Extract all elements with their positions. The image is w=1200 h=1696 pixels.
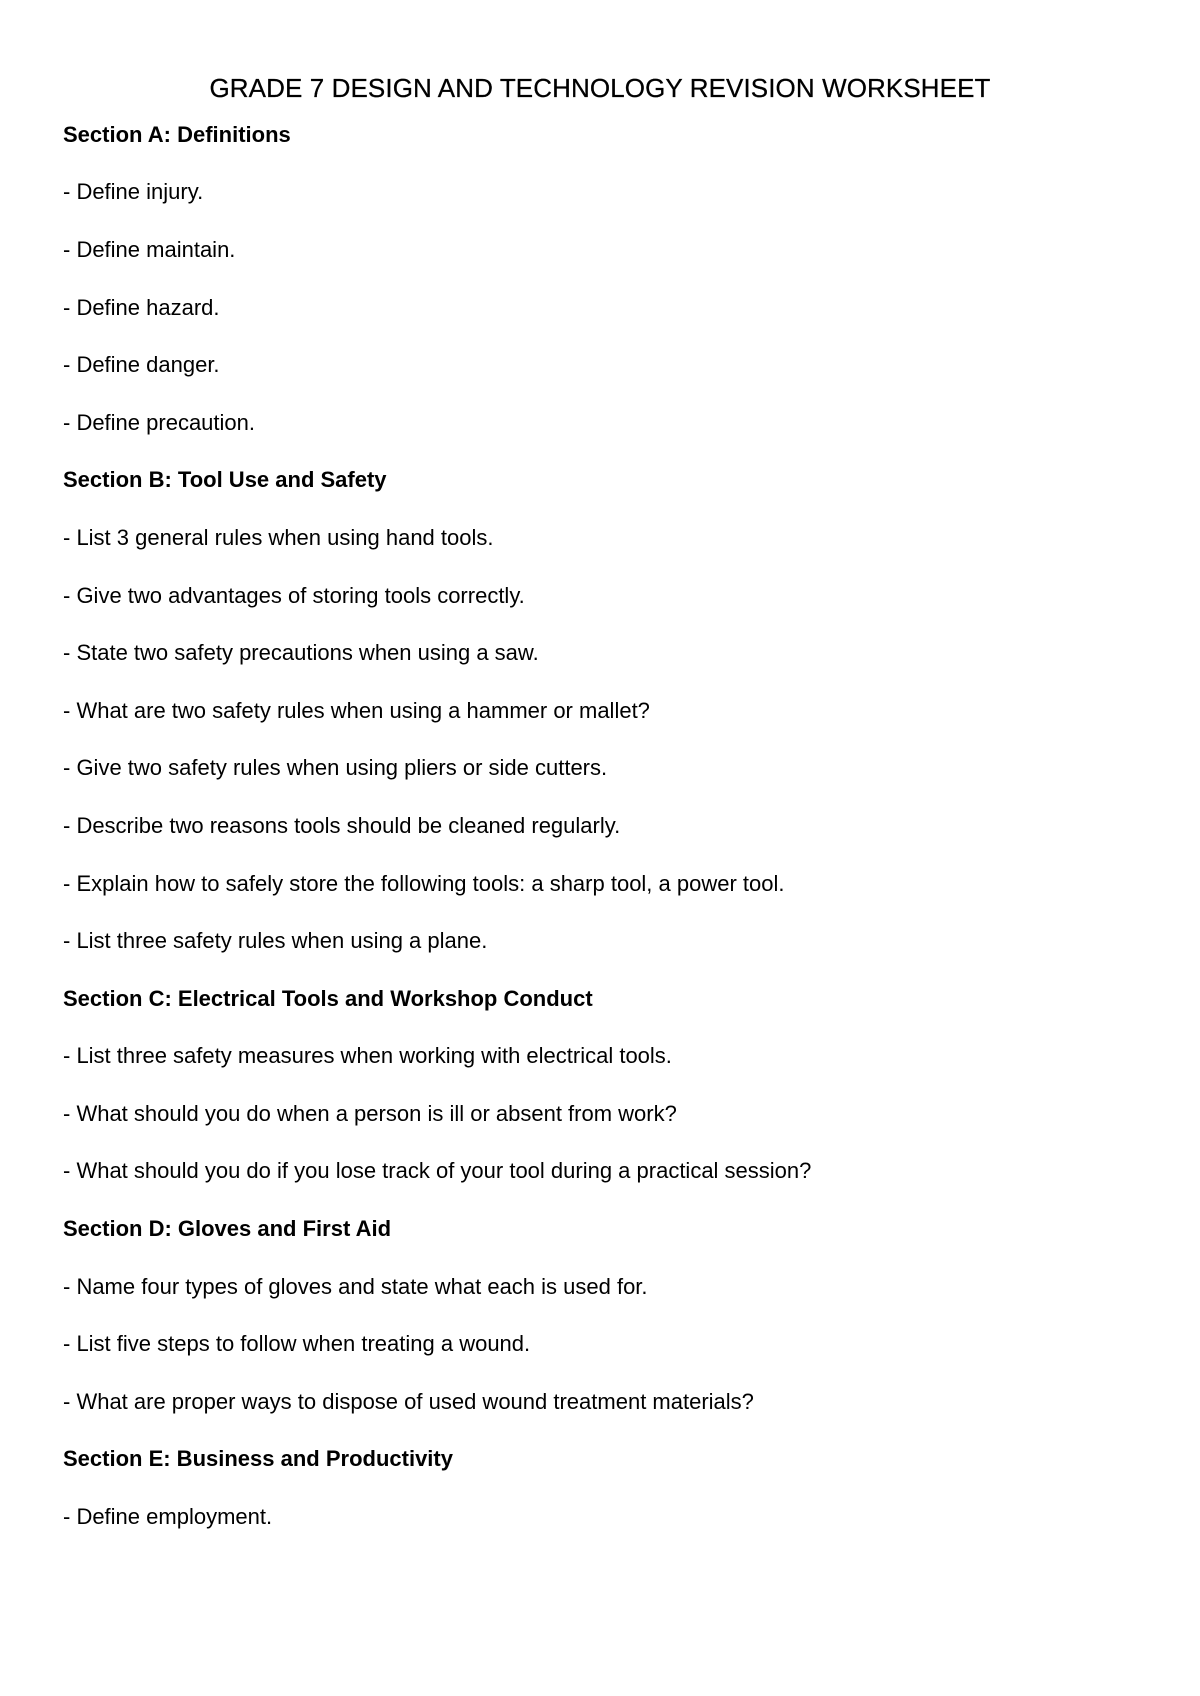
section-d (63, 1200, 1137, 1430)
question-item: - What are two safety rules when using a hammer or mallet? (63, 697, 650, 723)
section-heading: Section C: Electrical Tools and Workshop Conduct (63, 985, 593, 1011)
question-item: - Define hazard. (63, 294, 220, 320)
section-a (63, 106, 1137, 452)
question-item: - List 3 general rules when using hand tools. (63, 524, 494, 550)
question-item: - Define injury. (63, 179, 204, 205)
section-heading: Section B: Tool Use and Safety (63, 467, 387, 493)
question-list (63, 1488, 1137, 1546)
question-item: - Describe two reasons tools should be cleaned regularly. (63, 812, 621, 838)
question-item: - Define employment. (63, 1504, 273, 1530)
section-b (63, 452, 1137, 970)
question-item: - State two safety precautions when using a saw. (63, 640, 539, 666)
question-item: - Give two safety rules when using pliers or side cutters. (63, 755, 608, 781)
question-item: - List five steps to follow when treating a wound. (63, 1331, 531, 1357)
section-c (63, 970, 1137, 1200)
question-list (63, 1258, 1137, 1431)
section-heading: Section D: Gloves and First Aid (63, 1216, 392, 1242)
question-list (63, 1028, 1137, 1201)
section-heading: Section A: Definitions (63, 121, 291, 147)
question-item: - What are proper ways to dispose of used wound treatment materials? (63, 1388, 754, 1414)
question-item: - What should you do when a person is ill or absent from work? (63, 1100, 677, 1126)
question-item: - Give two advantages of storing tools correctly. (63, 582, 525, 608)
question-item: - List three safety rules when using a plane. (63, 928, 488, 954)
question-item: - Name four types of gloves and state what each is used for. (63, 1273, 648, 1299)
question-item: - What should you do if you lose track of your tool during a practical session? (63, 1158, 812, 1184)
question-item: - Explain how to safely store the following tools: a sharp tool, a power tool. (63, 870, 785, 896)
section-heading: Section E: Business and Productivity (63, 1446, 453, 1472)
worksheet-title: GRADE 7 DESIGN AND TECHNOLOGY REVISION WORKSHEET (209, 73, 991, 103)
question-list (63, 509, 1137, 970)
question-item: - Define maintain. (63, 236, 236, 262)
question-item: - Define precaution. (63, 409, 255, 435)
question-item: - List three safety measures when working with electrical tools. (63, 1043, 672, 1069)
question-item: - Define danger. (63, 352, 220, 378)
question-list (63, 164, 1137, 452)
section-e (63, 1431, 1137, 1546)
